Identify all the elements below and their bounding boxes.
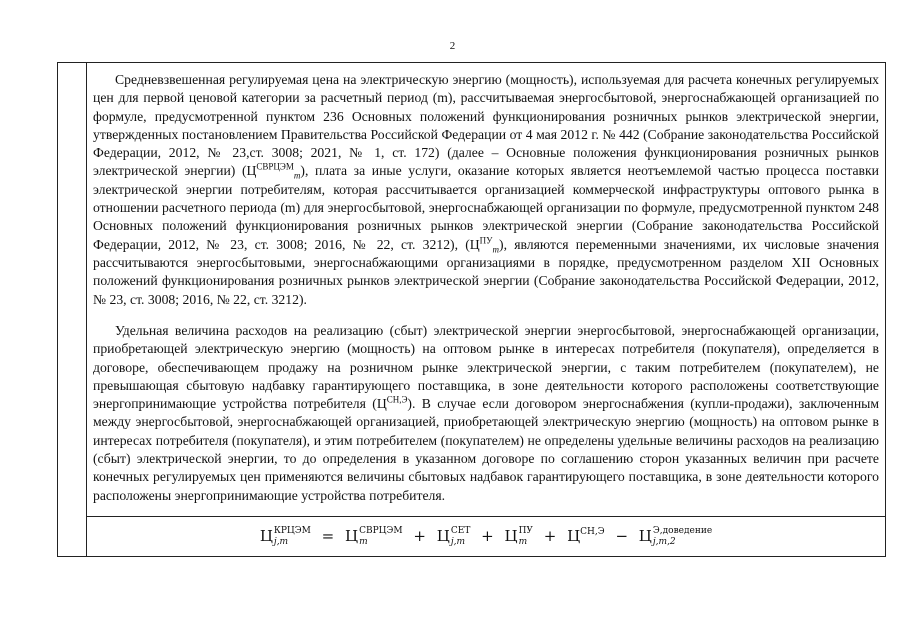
formula-sup: СВРЦЭМ [359, 525, 403, 536]
formula-term-4 [567, 527, 605, 545]
paragraph-2-text-a: Удельная величина расходов на реализацию (сбыт) электрической энергии энергосбытовой, энергоснабжающей организации, приобретающей электрическую энергию (мощность) на оптовом рынке в интересах потребителя (покупателя), определяется в договоре, обеспечивающем продажу на розничном рынке электрической энергии, с таким потребителем (покупателем), не превышающая сбытовую надбавку гарантирующего поставщика, в зоне деятельности которого расположены соответствующие энергопринимающие устройства потребителя ( [93, 323, 879, 412]
formula-sup: СН,Э [580, 526, 605, 537]
formula-base: Ц [638, 526, 652, 545]
formula-minus: − [615, 526, 629, 545]
formula-equals: = [321, 526, 335, 545]
paragraph-1 [93, 71, 879, 309]
formula-sup: КРЦЭМ [273, 525, 311, 536]
formula-sub: j,m [273, 536, 289, 547]
formula-base: Ц [567, 526, 581, 545]
symbol-pu [469, 235, 500, 255]
formula-plus: + [543, 526, 557, 545]
formula-sup: ПУ [518, 525, 533, 536]
symbol-sup: СН,Э [386, 394, 408, 405]
symbol-sub: m [492, 244, 500, 255]
symbol-sup: ПУ [479, 235, 493, 246]
formula-base: Ц [259, 526, 273, 545]
page-number: 2 [449, 40, 456, 52]
formula-sub: m [518, 536, 528, 547]
formula-sub: m [359, 536, 368, 547]
formula-base: Ц [504, 526, 518, 545]
formula [260, 526, 712, 548]
paragraph-1-text-b: ), плата за иные услуги, оказание которых является неотъемлемой частью процесса поставки электрической энергии потребителям, которая рассчитывается организацией коммерческой инфраструктуры оптового рынка в отношении расчетного периода (m) для энергосбытовой, энергоснабжающей организации по формуле, предусмотренной пунктом 248 Основных положений функционирования розничных рынков электрической энергии (Собрание законодательства Российской Федерации, 2012, № 23, ст. 3008; 2016, № 22, ст. 3212), ( [93, 163, 879, 252]
document-table [57, 62, 886, 557]
paragraph-1-text-a: Средневзвешенная регулируемая цена на электрическую энергию (мощность), используемая для расчета конечных регулируемых цен для первой ценовой категории за расчетный период (m), рассчитываемая энергосбытовой, энергоснабжающей организацией по формуле, предусмотренной пунктом 236 Основных положений функционирования розничных рынков электрической энергии, утвержденных постановлением Правительства Российской Федерации от 4 мая 2012 г. № 442 (Собрание законодательства Российской Федерации, 2012, № 23,ст. 3008; 2021, № 1, ст. 172) (далее – Основные положения функционирования розничных рынков электрической энергии) ( [93, 72, 879, 179]
table-left-column [58, 63, 87, 556]
paragraph-2 [93, 322, 879, 505]
formula-lhs [260, 526, 311, 548]
formula-base: Ц [436, 526, 450, 545]
symbol-base: Ц [469, 236, 480, 252]
paragraph-2-text-b: ). В случае если договором энергоснабжения (купли-продажи), заключенным между энергосбытовой, энергоснабжающей организацией, приобретающей электрическую энергию (мощность) на оптовом рынке в интересах потребителя (покупателя), и этим потребителем (покупателем) не определены удельные величины расходов на реализацию (сбыт) электрической энергии, то до определения в указанном договоре по соглашению сторон указанных величин при расчете конечных регулируемых цен применяются величины сбытовых надбавок гарантирующего поставщика, в зоне деятельности которого расположены энергопринимающие устройства потребителя. [93, 396, 879, 503]
text-cell [87, 63, 885, 517]
symbol-sn-e [377, 396, 408, 411]
formula-sup: СЕТ [450, 525, 471, 536]
formula-term-1 [345, 526, 403, 548]
formula-sub: j,m,2 [652, 536, 676, 547]
formula-term-3 [504, 526, 532, 548]
formula-cell [87, 517, 885, 556]
formula-sub: j,m [450, 536, 466, 547]
paragraph-1-text-c: ), являются переменными значениями, их числовые значения рассчитываются энергосбытовыми, энергоснабжающими организациями в порядке, предусмотренном разделом XII Основных положений функционирования розничных рынков электрической энергии (Собрание законодательства Российской Федерации, 2012, № 23, ст. 3008; 2016, № 22, ст. 3212). [93, 236, 879, 307]
symbol-sup: СВРЦЭМ [256, 161, 294, 172]
formula-term-5 [639, 526, 712, 548]
symbol-base: Ц [246, 163, 257, 179]
formula-term-2 [437, 526, 471, 548]
symbol-base: Ц [376, 396, 387, 412]
formula-plus: + [413, 526, 426, 545]
symbol-sub: m [293, 171, 301, 182]
formula-plus: + [481, 526, 494, 545]
formula-sup: Э,доведение [652, 525, 713, 536]
formula-base: Ц [345, 526, 359, 545]
symbol-svrcem [246, 161, 301, 182]
